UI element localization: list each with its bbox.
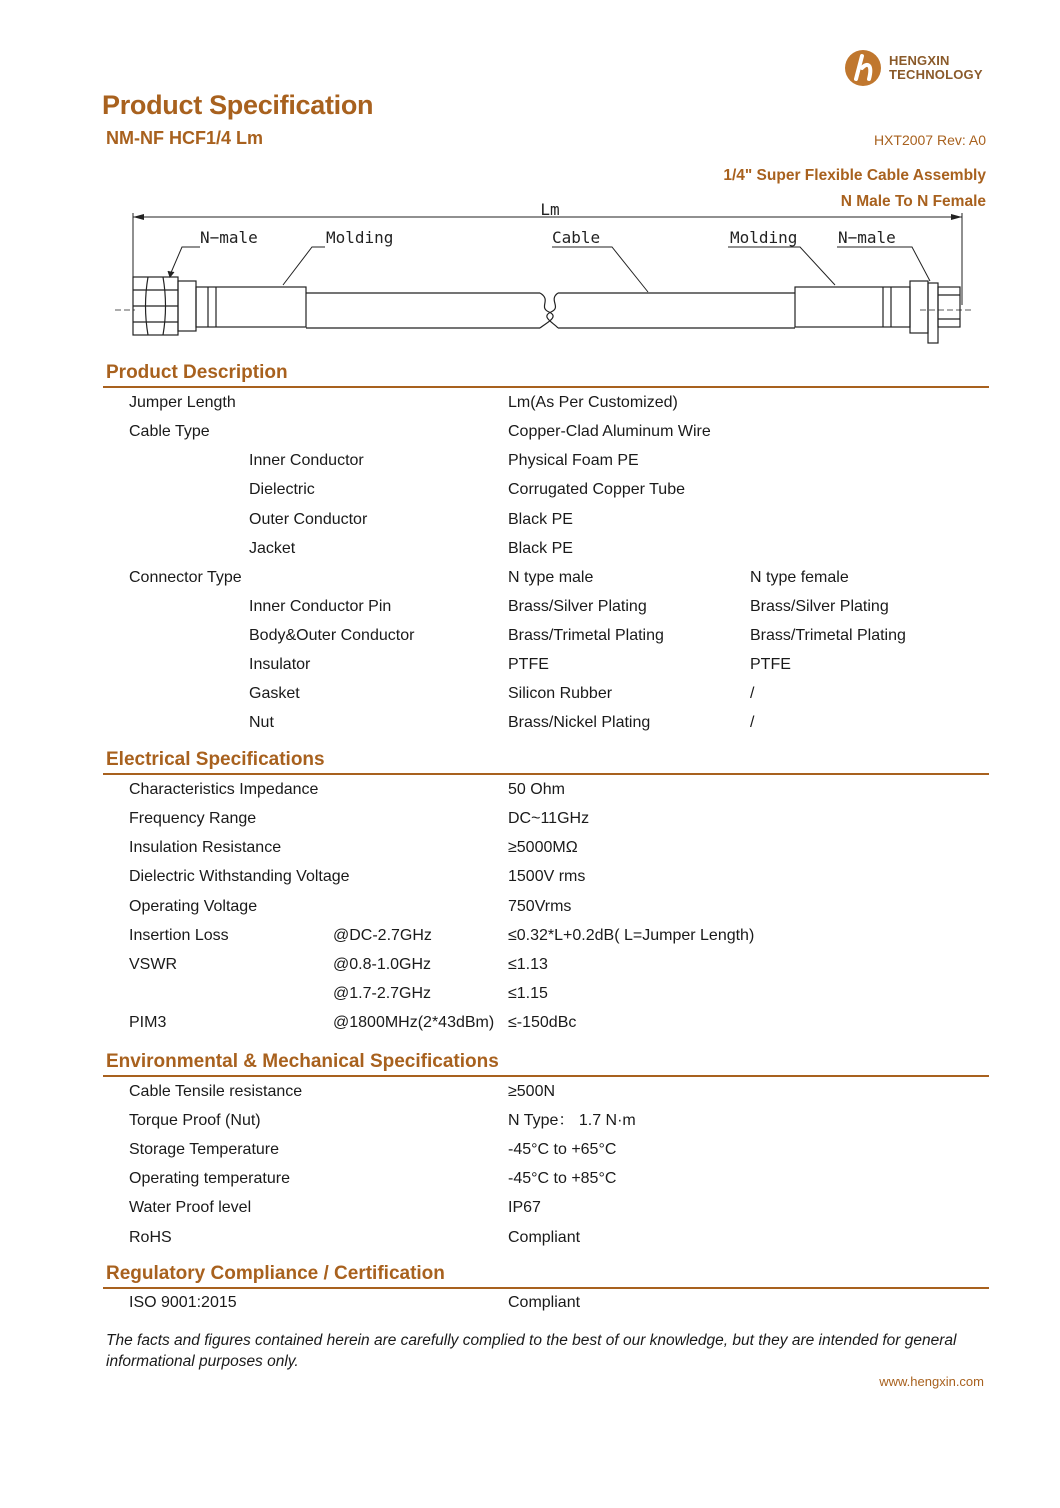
table-row bbox=[0, 1198, 1060, 1227]
spec-value: ≥500N bbox=[508, 1083, 556, 1100]
left-molding bbox=[196, 287, 306, 327]
right-molding-label: Molding bbox=[730, 228, 798, 247]
section-title-electrical: Electrical Specifications bbox=[106, 749, 325, 770]
spec-label: ISO 9001:2015 bbox=[129, 1294, 237, 1311]
cable-assembly-drawing bbox=[100, 195, 990, 365]
table-row bbox=[0, 867, 1060, 896]
table-row bbox=[0, 1140, 1060, 1169]
table-row bbox=[0, 1169, 1060, 1198]
spec-condition: @0.8-1.0GHz bbox=[333, 956, 432, 973]
spec-label: Insertion Loss bbox=[129, 927, 229, 944]
section-divider bbox=[103, 1287, 989, 1289]
table-row bbox=[0, 626, 1060, 655]
spec-value: Brass/Silver Plating bbox=[508, 598, 647, 615]
spec-label: Inner Conductor bbox=[249, 452, 364, 469]
spec-value: DC~11GHz bbox=[508, 810, 590, 827]
left-molding-label: Molding bbox=[326, 228, 394, 247]
spec-label: Insulation Resistance bbox=[129, 839, 282, 856]
table-row bbox=[0, 838, 1060, 867]
dimension-line bbox=[133, 213, 962, 305]
table-row bbox=[0, 897, 1060, 926]
table-row bbox=[0, 984, 1060, 1013]
logo-mark-icon bbox=[843, 48, 883, 88]
spec-value-female: N type female bbox=[750, 569, 849, 586]
cable-label: Cable bbox=[552, 228, 601, 247]
spec-condition: @1800MHz(2*43dBm) bbox=[333, 1014, 495, 1031]
spec-label: Torque Proof (Nut) bbox=[129, 1112, 261, 1129]
section-title-environmental: Environmental & Mechanical Specifications bbox=[106, 1051, 499, 1072]
document-number: HXT2007 Rev: A0 bbox=[873, 132, 986, 148]
table-row bbox=[0, 1082, 1060, 1111]
table-row bbox=[0, 684, 1060, 713]
section-title-description: Product Description bbox=[106, 362, 288, 383]
spec-value: N type male bbox=[508, 569, 594, 586]
spec-value: Black PE bbox=[508, 540, 573, 557]
spec-value: -45°C to +65°C bbox=[508, 1141, 617, 1158]
spec-value: 1500V rms bbox=[508, 868, 586, 885]
spec-value: Compliant bbox=[508, 1229, 581, 1246]
spec-value-female: Brass/Trimetal Plating bbox=[750, 627, 906, 644]
left-connector-label: N−male bbox=[200, 228, 258, 247]
table-row bbox=[0, 480, 1060, 509]
spec-label: Cable Type bbox=[129, 423, 210, 440]
callouts bbox=[168, 247, 930, 292]
spec-value: -45°C to +85°C bbox=[508, 1170, 617, 1187]
spec-label: VSWR bbox=[129, 956, 177, 973]
spec-value: ≤1.15 bbox=[508, 985, 548, 1002]
spec-value-female: Brass/Silver Plating bbox=[750, 598, 889, 615]
model-number: NM-NF HCF1/4 Lm bbox=[106, 128, 263, 148]
spec-label: Connector Type bbox=[129, 569, 242, 586]
spec-value: Copper-Clad Aluminum Wire bbox=[508, 423, 711, 440]
spec-label: Frequency Range bbox=[129, 810, 257, 827]
spec-label: Nut bbox=[249, 714, 274, 731]
spec-label: Jumper Length bbox=[129, 394, 236, 411]
spec-label: Inner Conductor Pin bbox=[249, 598, 392, 615]
section-divider bbox=[103, 1075, 989, 1077]
spec-value: Corrugated Copper Tube bbox=[508, 481, 685, 498]
section-divider bbox=[103, 386, 989, 388]
spec-label: Dielectric bbox=[249, 481, 315, 498]
spec-label: Body&Outer Conductor bbox=[249, 627, 415, 644]
section-divider bbox=[103, 773, 989, 775]
right-connector-label: N−male bbox=[838, 228, 896, 247]
table-row bbox=[0, 809, 1060, 838]
table-row bbox=[0, 780, 1060, 809]
table-row bbox=[0, 713, 1060, 742]
spec-label: Water Proof level bbox=[129, 1199, 252, 1216]
table-row bbox=[0, 926, 1060, 955]
website-link[interactable]: www.hengxin.com bbox=[879, 1374, 984, 1389]
table-row bbox=[0, 539, 1060, 568]
table-row bbox=[0, 1228, 1060, 1257]
spec-condition: @1.7-2.7GHz bbox=[333, 985, 432, 1002]
spec-value: PTFE bbox=[508, 656, 549, 673]
table-row bbox=[0, 510, 1060, 539]
spec-value: Lm(As Per Customized) bbox=[508, 394, 678, 411]
table-row bbox=[0, 393, 1060, 422]
spec-label: Gasket bbox=[249, 685, 300, 702]
spec-value: Compliant bbox=[508, 1294, 581, 1311]
spec-value: N Type： 1.7 N·m bbox=[508, 1112, 636, 1129]
assembly-line-2: N Male To N Female bbox=[840, 193, 986, 210]
brand-subname: TECHNOLOGY bbox=[889, 67, 983, 82]
assembly-line-1: 1/4" Super Flexible Cable Assembly bbox=[723, 167, 986, 184]
length-label: Lm bbox=[540, 200, 560, 219]
spec-value: ≤0.32*L+0.2dB( L=Jumper Length) bbox=[508, 927, 755, 944]
spec-value: 750Vrms bbox=[508, 898, 572, 915]
right-n-female-connector bbox=[910, 281, 972, 343]
table-row bbox=[0, 1111, 1060, 1140]
table-row bbox=[0, 655, 1060, 684]
table-row bbox=[0, 451, 1060, 480]
page-title: Product Specification bbox=[102, 90, 374, 120]
spec-label: Operating temperature bbox=[129, 1170, 290, 1187]
table-row bbox=[0, 422, 1060, 451]
spec-value: ≤-150dBc bbox=[508, 1014, 577, 1031]
spec-label: Storage Temperature bbox=[129, 1141, 280, 1158]
spec-value: IP67 bbox=[508, 1199, 541, 1216]
spec-value: Brass/Trimetal Plating bbox=[508, 627, 664, 644]
table-row bbox=[0, 597, 1060, 626]
spec-label: RoHS bbox=[129, 1229, 172, 1246]
spec-value-female: / bbox=[750, 685, 755, 702]
spec-label: PIM3 bbox=[129, 1014, 167, 1031]
spec-label: Jacket bbox=[249, 540, 296, 557]
section-title-regulatory: Regulatory Compliance / Certification bbox=[106, 1263, 445, 1284]
spec-condition: @DC-2.7GHz bbox=[333, 927, 432, 944]
spec-label: Cable Tensile resistance bbox=[129, 1083, 303, 1100]
cable-body bbox=[306, 293, 795, 328]
table-row bbox=[0, 1013, 1060, 1042]
spec-label: Dielectric Withstanding Voltage bbox=[129, 868, 350, 885]
table-row bbox=[0, 955, 1060, 984]
spec-label: Operating Voltage bbox=[129, 898, 258, 915]
spec-value: Black PE bbox=[508, 511, 573, 528]
spec-value: Brass/Nickel Plating bbox=[508, 714, 651, 731]
spec-value: Silicon Rubber bbox=[508, 685, 613, 702]
table-row bbox=[0, 568, 1060, 597]
spec-label: Characteristics Impedance bbox=[129, 781, 319, 798]
company-logo bbox=[843, 48, 993, 90]
spec-value: ≥5000MΩ bbox=[508, 839, 578, 856]
spec-value: ≤1.13 bbox=[508, 956, 548, 973]
table-row bbox=[0, 1293, 1060, 1322]
right-molding bbox=[795, 287, 910, 327]
spec-value-female: / bbox=[750, 714, 755, 731]
spec-value-female: PTFE bbox=[750, 656, 791, 673]
disclaimer: The facts and figures contained herein are carefully complied to the best of our knowledge, but they are intended for general informational purposes only. bbox=[106, 1332, 957, 1370]
spec-value: 50 Ohm bbox=[508, 781, 565, 798]
brand-name: HENGXIN bbox=[889, 53, 950, 68]
spec-label: Outer Conductor bbox=[249, 511, 368, 528]
left-n-male-connector bbox=[133, 277, 196, 335]
spec-value: Physical Foam PE bbox=[508, 452, 639, 469]
spec-label: Insulator bbox=[249, 656, 311, 673]
